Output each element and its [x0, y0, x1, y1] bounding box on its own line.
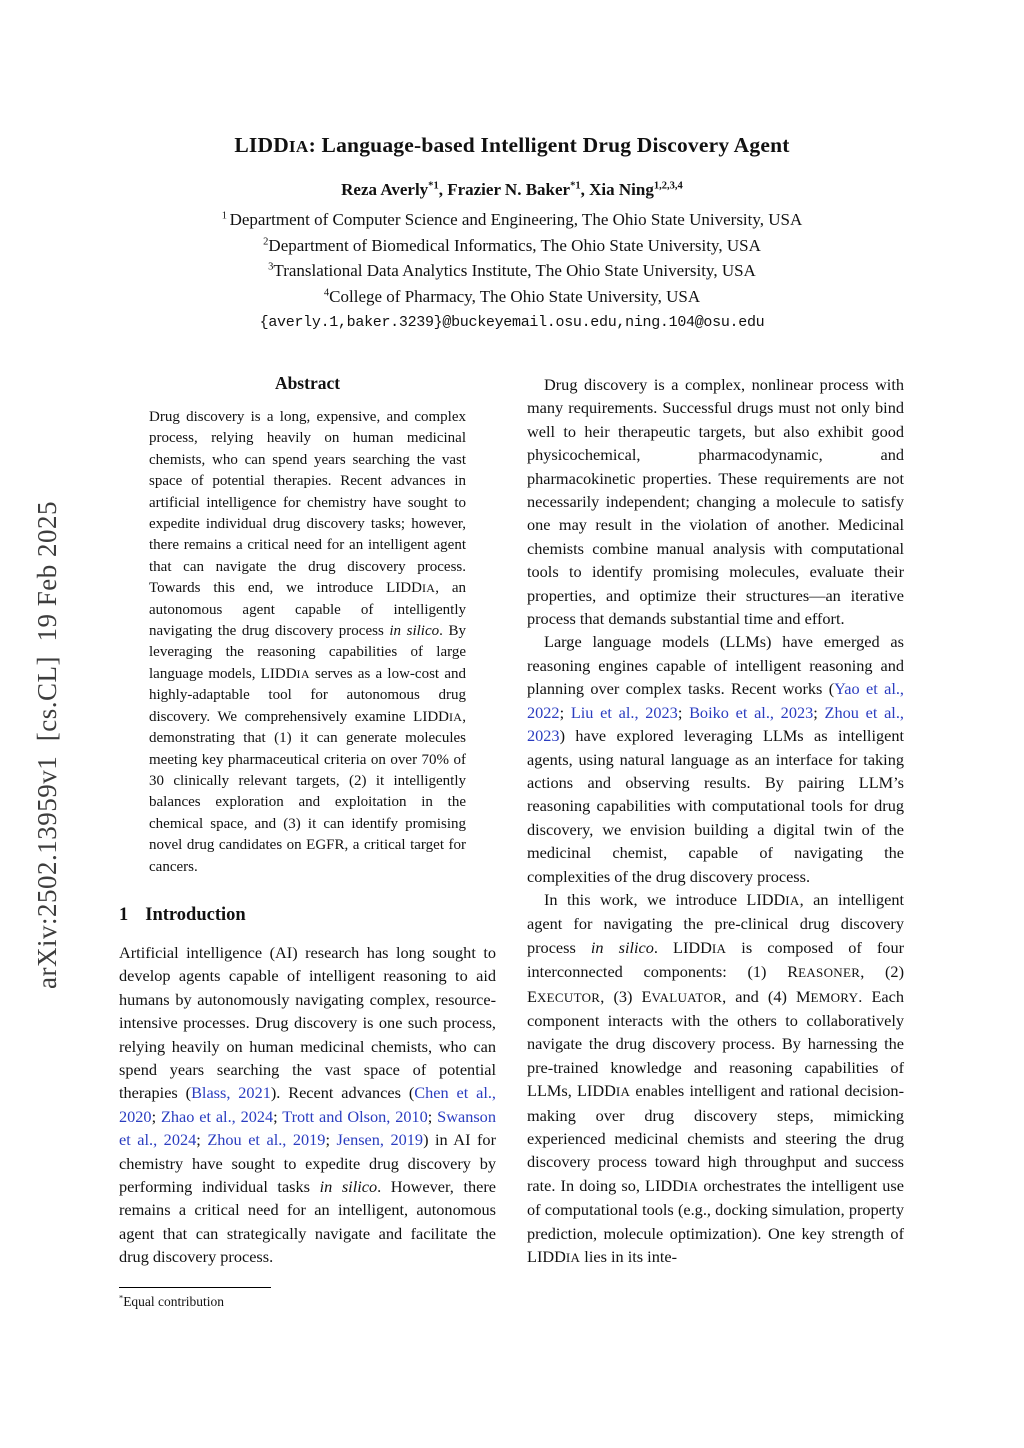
affiliation-line-1: $^1$ Department of Computer Science and Engineering, The Ohio State University, USA: [221, 210, 803, 229]
abstract-heading: Abstract: [274, 373, 341, 393]
italic-text: in silico: [319, 1177, 378, 1196]
citation-link[interactable]: Zhou et al., 2019: [207, 1130, 326, 1150]
abstract-section: [119, 373, 496, 878]
paper-title: LIDDIA: Language-based Intelligent Drug Discovery Agent: [234, 133, 790, 157]
body-paragraph-3: In this work, we introduce LIDDIA, an intelligent agent for navigating the pre-clinical drug discovery process in silico. LIDDIA is composed of four interconnected components: (1) REASONER, (2) EXECUTOR, (3) EVALUATOR, and (4) MEMORY. Each component interacts with the others to collaboratively navigate the drug discovery process. By harnessing the pre-trained knowledge and reasoning capabilities of LLMs, LIDDIA enables intelligent and rational decision-making over drug discovery steps, mimicking experienced medicinal chemists and steering the drug discovery process toward high throughput and success rate. In doing so, LIDDIA orchestrates the intelligent use of computational tools (e.g., docking simulation, property prediction, molecule optimization). One key strength of LIDDIA lies in its inte-: [527, 889, 905, 1267]
smallcaps-text: EASONER: [798, 965, 861, 981]
two-column-body: [0, 373, 1024, 1310]
superscript: *: [119, 1293, 124, 1303]
citation-link[interactable]: Swanson et al., 2024: [119, 1106, 496, 1150]
smallcaps-text: IA: [288, 137, 309, 156]
citation-link[interactable]: Blass, 2021: [191, 1083, 271, 1103]
footnote-rule: [119, 1287, 271, 1288]
affiliation-line-4: $^4$College of Pharmacy, The Ohio State University, USA: [323, 286, 701, 306]
citation-link[interactable]: Boiko et al., 2023: [689, 702, 814, 722]
smallcaps-text: IA: [421, 581, 436, 596]
citation-link[interactable]: Yao et al., 2022: [527, 679, 904, 722]
affiliation-line-3: $^3$Translational Data Analytics Institute, The Ohio State University, USA: [268, 261, 756, 280]
smallcaps-text: IA: [711, 940, 727, 956]
superscript: 2: [263, 235, 269, 247]
footnote-text: *Equal contribution: [119, 1293, 225, 1309]
citation-link[interactable]: Trott and Olson, 2010: [282, 1106, 428, 1126]
superscript: 4: [323, 286, 330, 298]
citation-link[interactable]: Jensen, 2019: [336, 1130, 424, 1150]
authors-line: Reza Averly$^{*1}$, Frazier N. Baker$^{*1}$, Xia Ning$^{1,2,3,4}$: [341, 180, 683, 199]
citation-link[interactable]: Liu et al., 2023: [570, 702, 678, 722]
smallcaps-text: EMORY: [810, 989, 859, 1005]
paper-header: [0, 0, 1024, 331]
body-paragraph-2: Large language models (LLMs) have emerged as reasoning engines capable of intelligent reasoning and planning over complex tasks. Recent works (Yao et al., 2022; Liu et al., 2023; Boiko et al., 2023; Zhou et al., 2023) have explored leveraging LLMs as intelligent agents, using natural language as an interface for taking actions and observing results. By pairing LLM’s reasoning capabilities with computational tools for drug discovery, we envision building a digital twin of the medicinal chemist, capable of navigating the complexities of the drug discovery process.: [527, 632, 904, 886]
smallcaps-text: IA: [448, 709, 463, 724]
smallcaps-text: XECUTOR: [536, 989, 601, 1005]
smallcaps-text: IA: [296, 666, 310, 681]
section-heading-introduction: [119, 905, 496, 926]
citation-link[interactable]: Chen et al., 2020: [119, 1083, 496, 1126]
citation-link[interactable]: Zhao et al., 2024: [160, 1106, 274, 1126]
smallcaps-text: IA: [683, 1178, 699, 1194]
smallcaps-text: IA: [615, 1084, 631, 1100]
smallcaps-text: IA: [785, 892, 800, 908]
left-column: [119, 373, 496, 1310]
smallcaps-text: IA: [565, 1250, 581, 1266]
abstract-body: Drug discovery is a long, expensive, and complex process, relying heavily on human medicinal chemists, who can spend years searching the vast space of potential therapies. Recent advances in artificial intelligence for chemistry have sought to expedite individual drug discovery tasks; however, there remains a critical need for an intelligent agent that can navigate the drug discovery process. Towards this end, we introduce LIDDIA, an autonomous agent capable of intelligently navigating the drug discovery process in silico. By leveraging the reasoning capabilities of large language models, LIDDIA serves as a low-cost and highly-adaptable tool for autonomous drug discovery. We comprehensively examine LIDDIA, demonstrating that (1) it can generate molecules meeting key pharmaceutical criteria on over 70% of 30 clinically relevant targets, (2) it intelligently balances exploration and exploitation in the chemical space, and (3) it can identify promising novel drug candidates on EGFR, a critical target for cancers.: [149, 409, 466, 875]
affiliation-line-2: $^2$Department of Biomedical Informatics, The Ohio State University, USA: [263, 235, 761, 255]
italic-text: in silico: [590, 937, 654, 957]
superscript: *1: [428, 180, 439, 192]
email-line: {averly.1,baker.3239}@buckeyemail.osu.edu,ning.104@osu.edu: [259, 314, 765, 331]
section-number: 1: [119, 904, 129, 925]
superscript: 1: [221, 210, 230, 222]
superscript: *1: [570, 180, 581, 192]
intro-paragraph: Artificial intelligence (AI) research has long sought to develop agents capable of intelligent reasoning to aid humans by autonomously navigating complex, resource-intensive processes. Drug discovery is one such process, relying heavily on human medicinal chemists, who can spend years searching the vast space of potential therapies (Blass, 2021). Recent advances (Chen et al., 2020; Zhao et al., 2024; Trott and Olson, 2010; Swanson et al., 2024; Zhou et al., 2019; Jensen, 2019) in AI for chemistry have sought to expedite drug discovery by performing individual tasks in silico. However, there remains a critical need for an intelligent, autonomous agent that can strategically navigate and facilitate the drug discovery process.: [119, 942, 496, 1267]
superscript: 3: [268, 261, 274, 273]
smallcaps-text: VALUATOR: [651, 989, 723, 1005]
citation-link[interactable]: Zhou et al., 2023: [527, 702, 904, 746]
right-column: [527, 373, 904, 1269]
footnote: [119, 1287, 496, 1310]
section-title: Introduction: [145, 904, 246, 925]
body-paragraph-1: Drug discovery is a complex, nonlinear process with many requirements. Successful drugs must not only bind well to heir therapeutic targets, but also exhibit good physicochemical, pharmacodynamic, and pharmacokinetic properties. These requirements are not necessarily independent; changing a molecule to satisfy one may result in the violation of another. Medicinal chemists combine manual analysis with computational tools to identify promising molecules, evaluate their properties, and optimize their structures—an iterative process that demands substantial time and effort.: [527, 375, 904, 629]
italic-text: in silico: [389, 623, 440, 640]
superscript: 1,2,3,4: [653, 180, 683, 192]
arxiv-watermark: arXiv:2502.13959v1 [cs.CL] 19 Feb 2025: [32, 501, 62, 989]
